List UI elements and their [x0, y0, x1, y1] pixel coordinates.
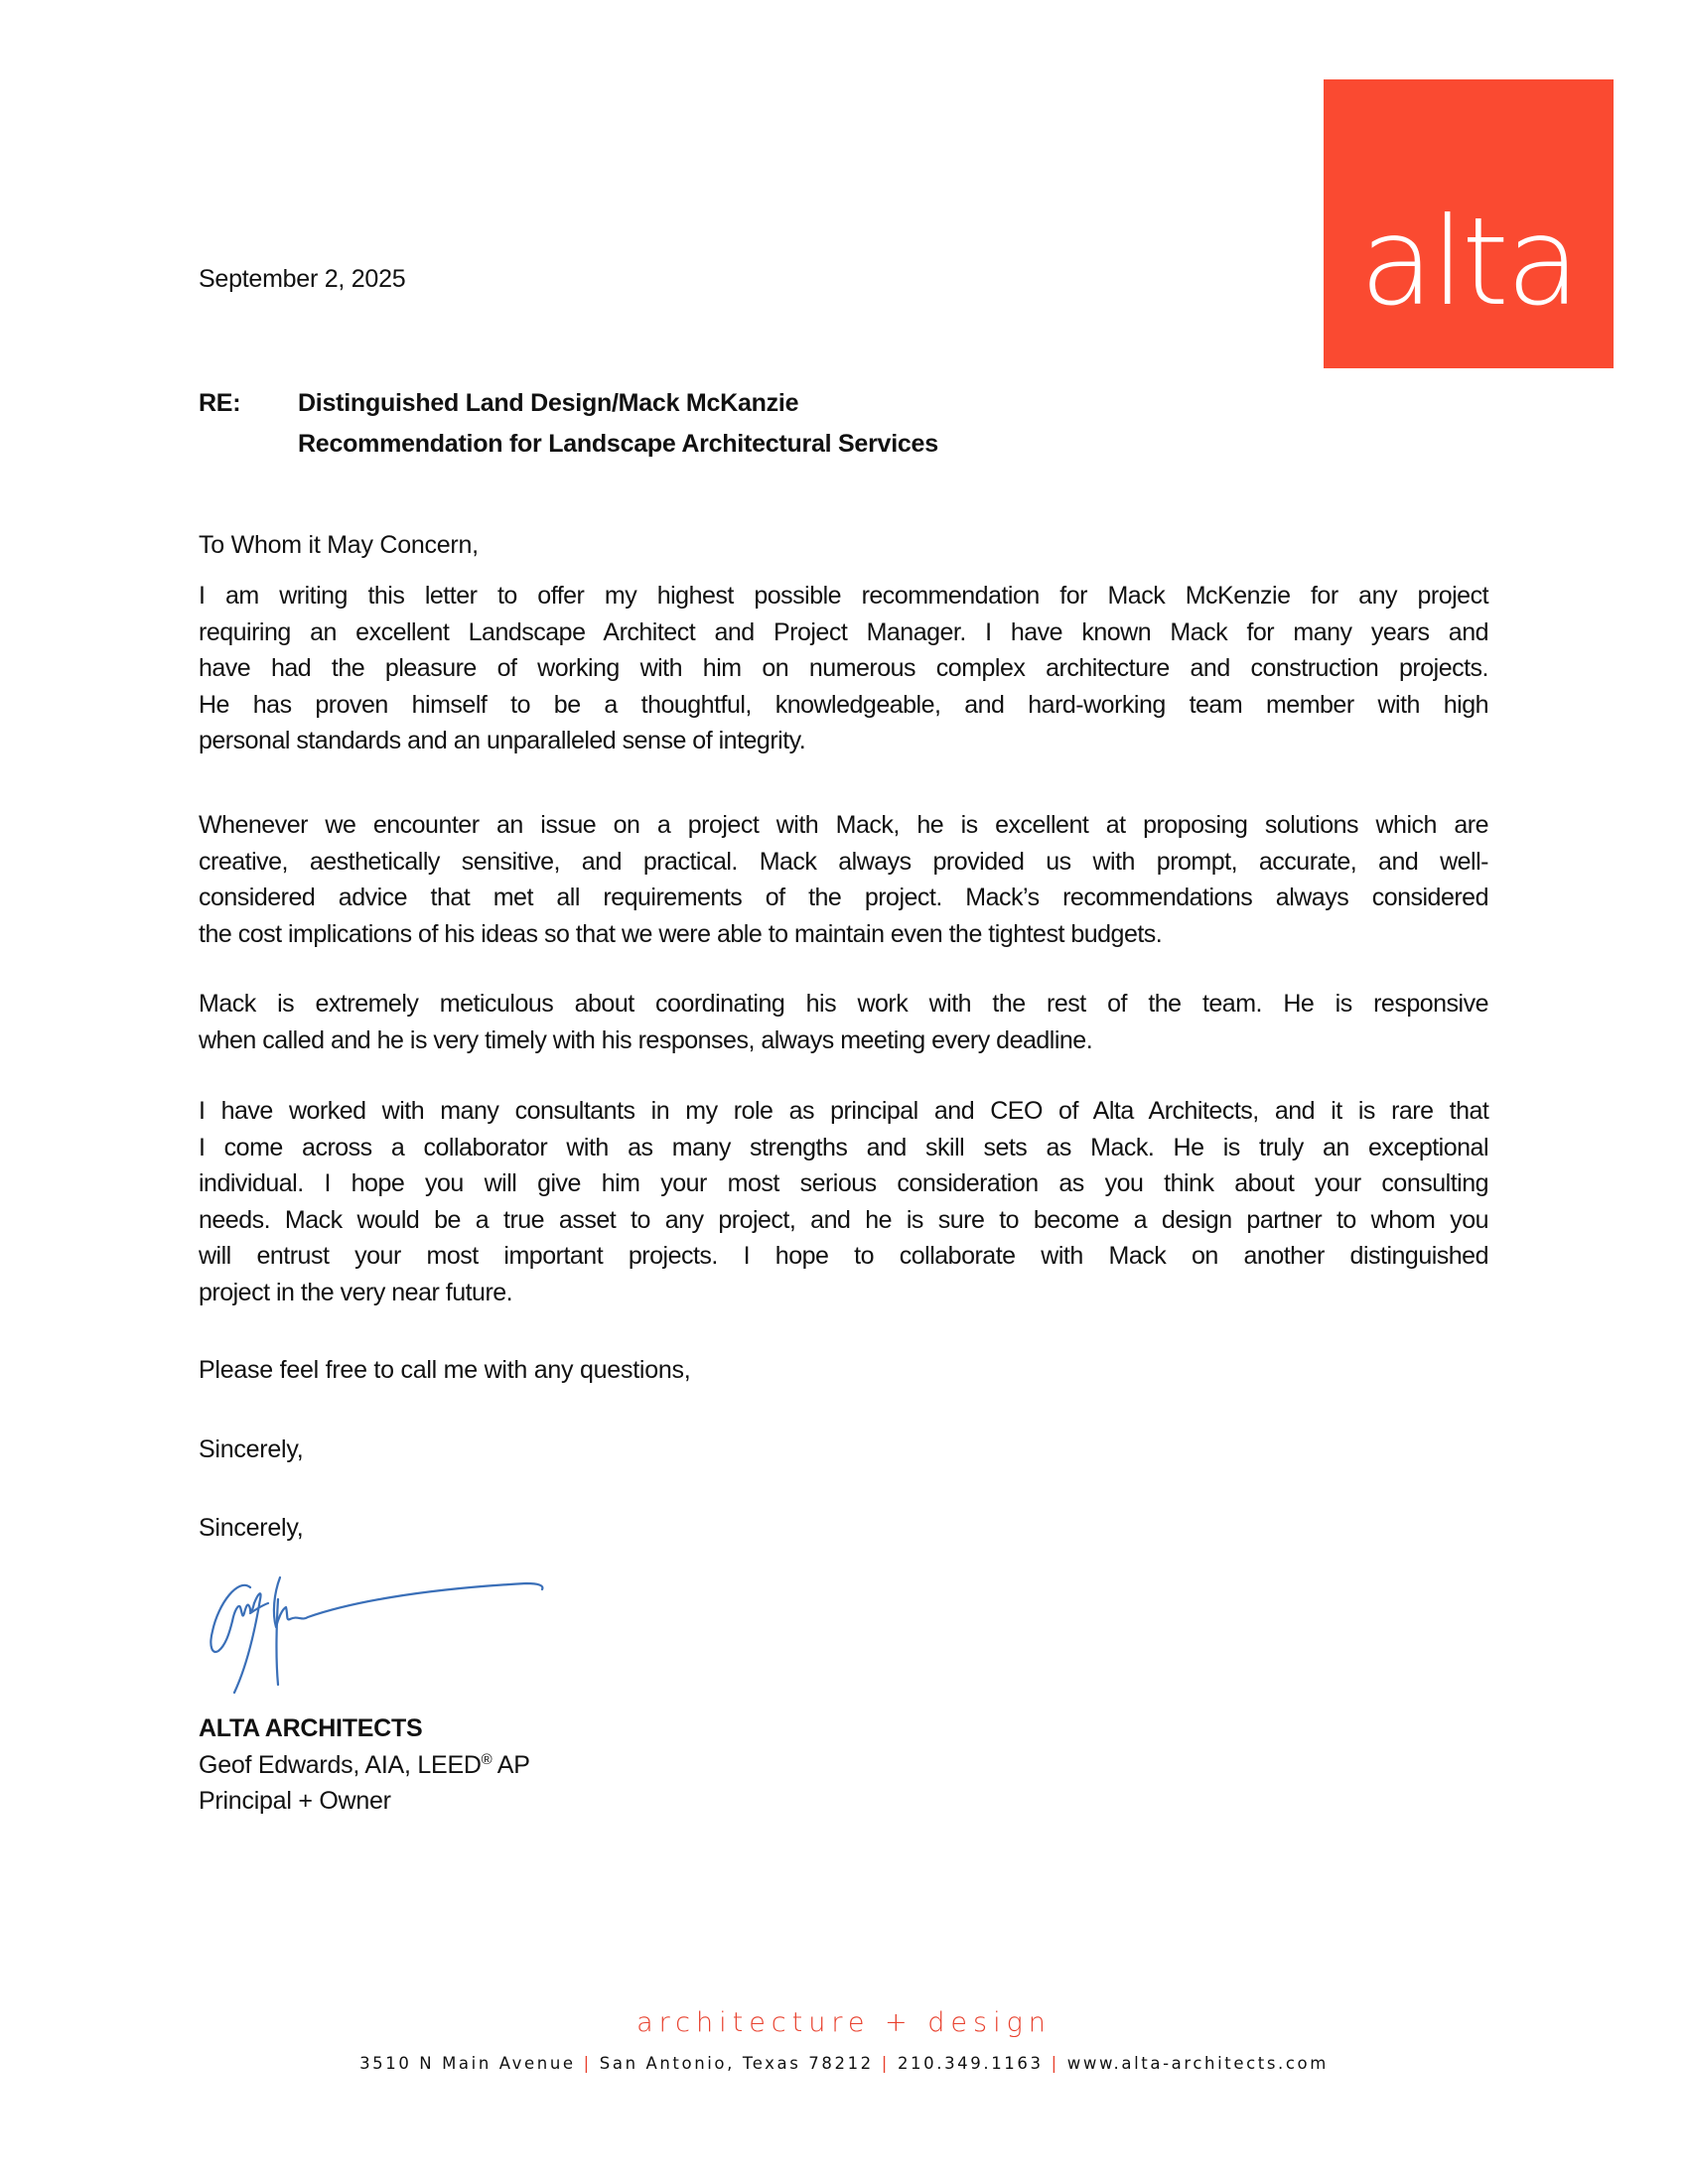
footer-separator: |: [583, 2054, 592, 2073]
signer-name-prefix: Geof Edwards, AIA, LEED: [199, 1751, 482, 1779]
logo-wordmark: alta: [1359, 192, 1578, 333]
paragraph-line: individual. I hope you will give him your most serious consideration as you think about your consulting: [199, 1169, 1488, 1198]
paragraph-line: Mack is extremely meticulous about coordinating his work with the rest of the team. He is responsive: [199, 990, 1488, 1018]
signer-name-suffix: AP: [492, 1751, 530, 1779]
paragraph-line: project in the very near future.: [199, 1278, 513, 1306]
subject-line-2: Recommendation for Landscape Architectural Services: [298, 430, 938, 458]
footer-street: 3510 N Main Avenue: [359, 2054, 576, 2073]
re-label: RE:: [199, 389, 241, 417]
signer-title: Principal + Owner: [199, 1787, 391, 1815]
subject-line-1: Distinguished Land Design/Mack McKanzie: [298, 389, 799, 417]
footer-separator: |: [1051, 2054, 1059, 2073]
greeting: To Whom it May Concern,: [199, 531, 479, 559]
paragraph-line: I come across a collaborator with as many strengths and skill sets as Mack. He is truly an exceptional: [199, 1133, 1488, 1161]
sign-off-1: Sincerely,: [199, 1435, 304, 1463]
footer-tagline: architecture + design: [636, 2007, 1052, 2038]
closing-line: Please feel free to call me with any questions,: [199, 1356, 691, 1384]
footer-phone[interactable]: 210.349.1163: [897, 2054, 1044, 2073]
handwritten-signature: [199, 1564, 556, 1703]
paragraph-line: will entrust your most important projects. I hope to collaborate with Mack on another distinguished: [199, 1242, 1488, 1271]
footer-address: [0, 2054, 1688, 2073]
paragraph-line: Whenever we encounter an issue on a project with Mack, he is excellent at proposing solutions which are: [199, 811, 1488, 839]
paragraph-line: I am writing this letter to offer my highest possible recommendation for Mack McKenzie for any project: [199, 582, 1489, 610]
paragraph-line: have had the pleasure of working with him on numerous complex architecture and construction projects.: [199, 654, 1488, 683]
letter-date: September 2, 2025: [199, 265, 406, 293]
paragraph-line: requiring an excellent Landscape Architect and Project Manager. I have known Mack for many years and: [199, 617, 1488, 646]
signature-stroke: [211, 1585, 250, 1652]
footer-separator: |: [881, 2054, 890, 2073]
signature-stroke: [277, 1599, 279, 1685]
paragraph-line: He has proven himself to be a thoughtful, knowledgeable, and hard-working team member with high: [199, 690, 1488, 719]
paragraph-line: needs. Mack would be a true asset to any project, and he is sure to become a design partner to whom you: [199, 1205, 1488, 1234]
footer-website-link[interactable]: www.alta-architects.com: [1066, 2054, 1329, 2073]
body-paragraph-3: [199, 986, 1488, 1058]
signature-stroke: [290, 1583, 542, 1619]
footer-city: San Antonio, Texas 78212: [599, 2054, 874, 2073]
signer-name: [199, 1747, 530, 1784]
paragraph-line: creative, aesthetically sensitive, and practical. Mack always provided us with prompt, accurate, and well-: [199, 847, 1488, 876]
body-paragraph-1: [199, 578, 1488, 759]
paragraph-line: I have worked with many consultants in my role as principal and CEO of Alta Architects, and it is rare that: [199, 1097, 1489, 1125]
body-paragraph-2: [199, 807, 1488, 952]
firm-name: ALTA ARCHITECTS: [199, 1714, 423, 1742]
paragraph-line: considered advice that met all requirements of the project. Mack’s recommendations always considered: [199, 884, 1488, 912]
sign-off-2: Sincerely,: [199, 1514, 304, 1542]
alta-logo: [1324, 79, 1614, 368]
registered-mark: ®: [481, 1751, 492, 1768]
paragraph-line: the cost implications of his ideas so that we were able to maintain even the tightest budgets.: [199, 919, 1163, 948]
paragraph-line: personal standards and an unparalleled sense of integrity.: [199, 727, 806, 755]
paragraph-line: when called and he is very timely with his responses, always meeting every deadline.: [199, 1025, 1093, 1054]
body-paragraph-4: [199, 1093, 1488, 1311]
